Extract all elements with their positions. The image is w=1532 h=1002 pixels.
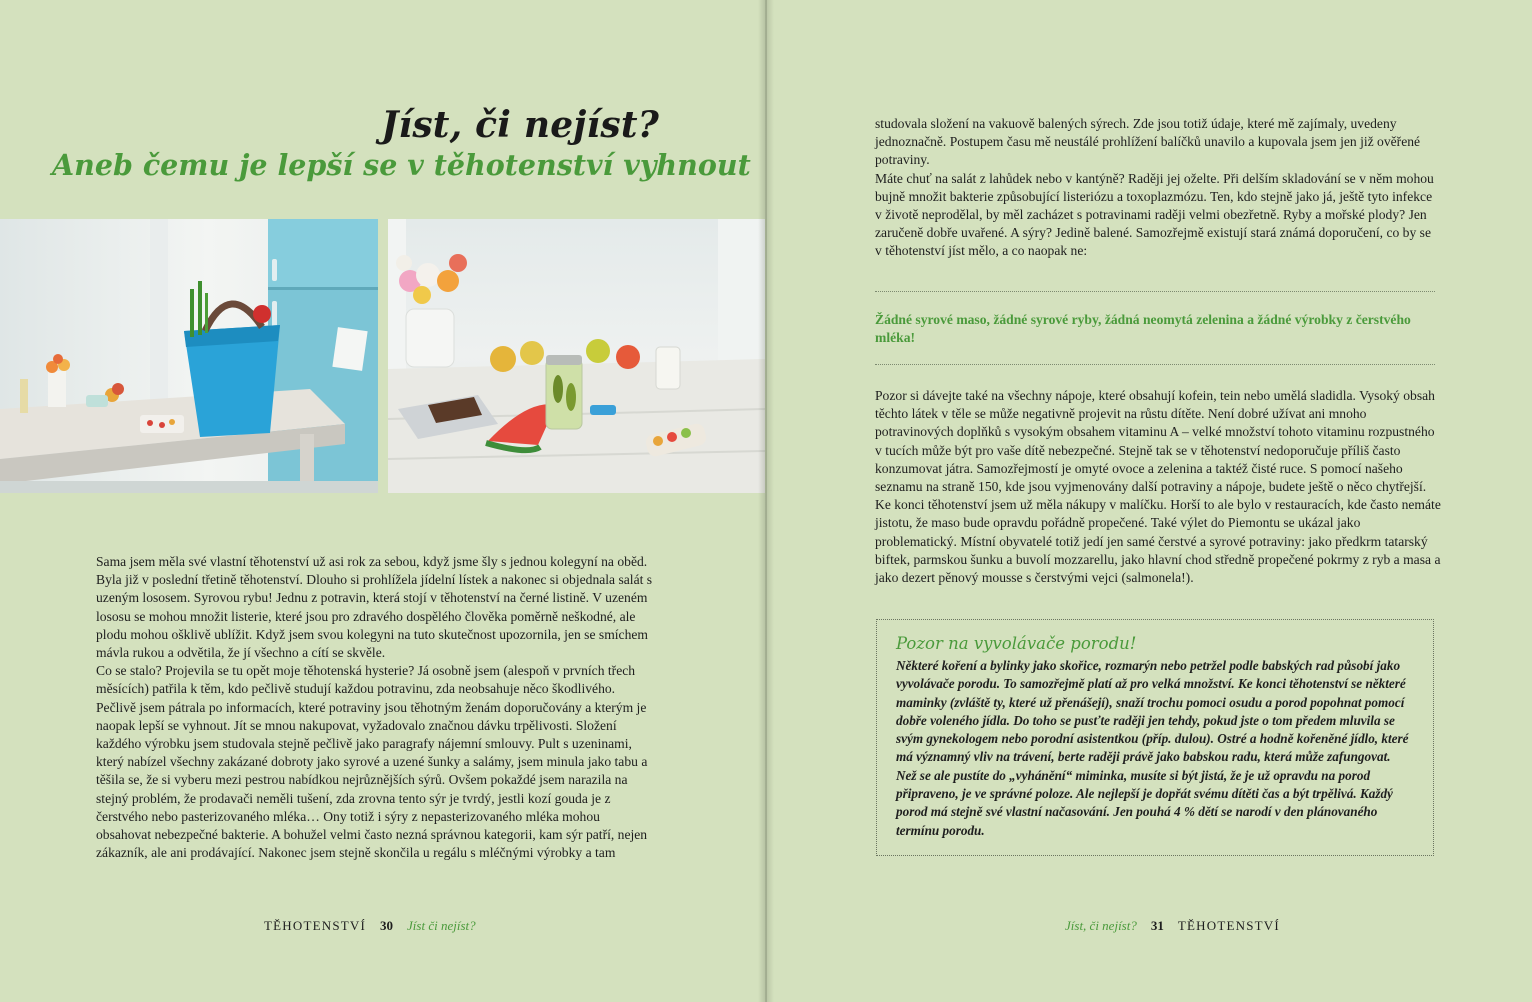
footer-chapter: Jíst či nejíst? [407, 918, 476, 933]
right-paragraph-1: studovala složení na vakuově balených sýrech. Zde jsou totiž údaje, které mě zajímaly, uvedeny jednoznačně. Postupem času mě neustálé prohlížení balíčků unavilo a kupovala jsem jen již ověřené potraviny. [875, 116, 1421, 168]
book-gutter [758, 0, 774, 1002]
callout-divider-bottom [875, 364, 1435, 365]
box-text: Některé koření a bylinky jako skořice, rozmarýn nebo petržel podle babských rad působí jako vyvolávače porodu. To samozřejmě platí až pro velká množství. Ke konci těhotenství se některé maminky (zvláště ty, které už přenášejí), snaží trochu pomoci osudu a porod popohnat pomocí dobře voleného jídla. Do toho se pusťte raději jen tehdy, pokud jste o tom předem mluvila se svým gynekologem nebo porodní asistentkou (příp. dulou). Ostré a hodně kořeněné jídlo, které má významný vliv na trávení, berte raději právě jako babskou radu, která může zafungovat. Než se ale pustíte do „vyhánění“ miminka, musíte si být jistá, že je už opravdu na porod připraveno, je ve správné poloze. Ale nejlepší je dopřát svému dítěti čas a být trpělivá. Každý porod má stejně své vlastní načasování. Jen pouhá 4 % dětí se narodí v den plánovaného termínu porodu. [896, 658, 1409, 838]
footer-section: TĚHOTENSTVÍ [264, 918, 367, 933]
callout-divider-top [875, 291, 1435, 292]
right-page [767, 0, 1532, 1002]
left-footer [264, 918, 476, 934]
right-paragraph-4: Ke konci těhotenství jsem už měla nákupy v malíčku. Horší to ale bylo v restauracích, kde často nemáte jistotu, že maso bude opravdu pořádně propečené. Také výlet do Piemontu se ukázal jako problematický. Místní obyvatelé totiž jedí jen samé čerstvé a syrové potraviny: jako předkrm tatarský biftek, parmskou šunku a buvolí mozzarellu, jako hlavní chod středně propečené pokrmy z ryb a masa a jako dezert pěnový mousse s čerstvými vejci (salmonela!). [875, 497, 1441, 586]
left-paragraph-2: Co se stalo? Projevila se tu opět moje těhotenská hysterie? Já osobně jsem (alespoň v prvních třech měsících) patřila k těm, kdo pečlivě studují každou potravinu, zda neobsahuje něco škodlivého. Pečlivě jsem pátrala po informacích, které potraviny jsou těhotným ženám doporučovány a kterým je naopak lepší se vyhnout. Jít se mnou nakupovat, vyžadovalo značnou dávku trpělivosti. Složení každého výrobku jsem studovala stejně pečlivě jako paragrafy nájemní smlouvy. Pult s uzeninami, který nabízel všechny zakázané dobroty jako syrové a uzené šunky a salámy, jsem minula jako tabu a těšila se, že si vyberu mezi pestrou nabídkou nejrůznějších sýrů. Ovšem pokaždé jsem narazila na stejný problém, že prodavači neměli tušení, zda zrovna tento sýr je tvrdý, jestli kozí gouda je z čerstvého nebo pasterizovaného mléka… Ony totiž i sýry z nepasterizovaného mléka mohou obsahovat nebezpečné bakterie. A bohužel velmi často nezná správnou kategorii, kam sýr patří, nejen zákazník, ale ani prodávající. Nakonec jsem stejně skončila u regálu s mléčnými výrobky a tam [96, 663, 648, 861]
left-paragraph-1: Sama jsem měla své vlastní těhotenství už asi rok za sebou, když jsme šly s jednou kolegyní na oběd. Byla již v poslední třetině těhotenství. Dlouho si prohlížela jídelní lístek a nakonec si objednala salát s uzeným lososem. Syrovou rybu! Jednu z potravin, která stojí v těhotenství na černé listině. V uzeném lososu se mohou množit listerie, které jsou pro zdravého dospělého člověka poměrně neškodné, ale plodu mohou ošklivě ublížit. Když jsem svou kolegyni na tuto skutečnost upozornila, jen se smíchem mávla rukou a odvětila, že jí všechno a cítí se skvěle. [96, 554, 653, 661]
page-number: 31 [1150, 918, 1164, 933]
right-body-text-top [875, 115, 1441, 261]
right-paragraph-3: Pozor si dávejte také na všechny nápoje, které obsahují kofein, tein nebo umělá sladidla. Vysoký obsah těchto látek v těle se může negativně projevit na růstu dítěte. Není dobré užívat ani mnoho potravinových doplňků s vysokým obsahem vitaminu A – velké množství tohoto vitaminu rozpustného v tucích může být pro vaše dítě nebezpečné. Stejně tak se v těhotenství nedoporučuje příliš často konzumovat játra. Samozřejmostí je omyté ovoce a zelenina a taktéž čisté ruce. S pomocí našeho seznamu na straně 150, kde jsou vyjmenovány další potraviny a nápoje, budete ještě o něco chytřejší. [875, 388, 1435, 495]
article-title: Jíst, či nejíst? [381, 104, 659, 146]
article-subtitle: Aneb čemu je lepší se v těhotenství vyhnout [52, 148, 751, 182]
left-body-text [96, 553, 656, 862]
box-title: Pozor na vyvolávače porodu! [896, 634, 1137, 653]
food-still-life-photo [388, 219, 765, 493]
page-number: 30 [380, 918, 394, 933]
callout-text: Žádné syrové maso, žádné syrové ryby, žádná neomytá zelenina a žádné výrobky z čerstvého mléka! [875, 312, 1411, 346]
right-paragraph-2: Máte chuť na salát z lahůdek nebo v kantýně? Raději jej oželte. Při delším skladování se v něm mohou bujně množit bakterie způsobující listeriózu a toxoplazmózu. Ten, kdo stejně jako já, ještě tyto infekce v životě neprodělal, by měl zacházet s potravinami raději velmi obezřetně. Ryby a mořské plody? Jen zaručeně dobře uvařené. A sýry? Jedině balené. Samozřejmě existují stará známá doporučení, co by se v těhotenství jíst mělo, a co naopak ne: [875, 170, 1434, 259]
kitchen-photo [0, 219, 378, 493]
right-body-text-mid [875, 387, 1441, 587]
right-footer [1065, 918, 1280, 934]
footer-chapter: Jíst, či nejíst? [1065, 918, 1137, 933]
sidebar-box [876, 619, 1434, 856]
food-illustration [388, 219, 765, 493]
left-page [0, 0, 765, 1002]
kitchen-illustration [0, 219, 378, 493]
footer-section: TĚHOTENSTVÍ [1177, 918, 1280, 933]
